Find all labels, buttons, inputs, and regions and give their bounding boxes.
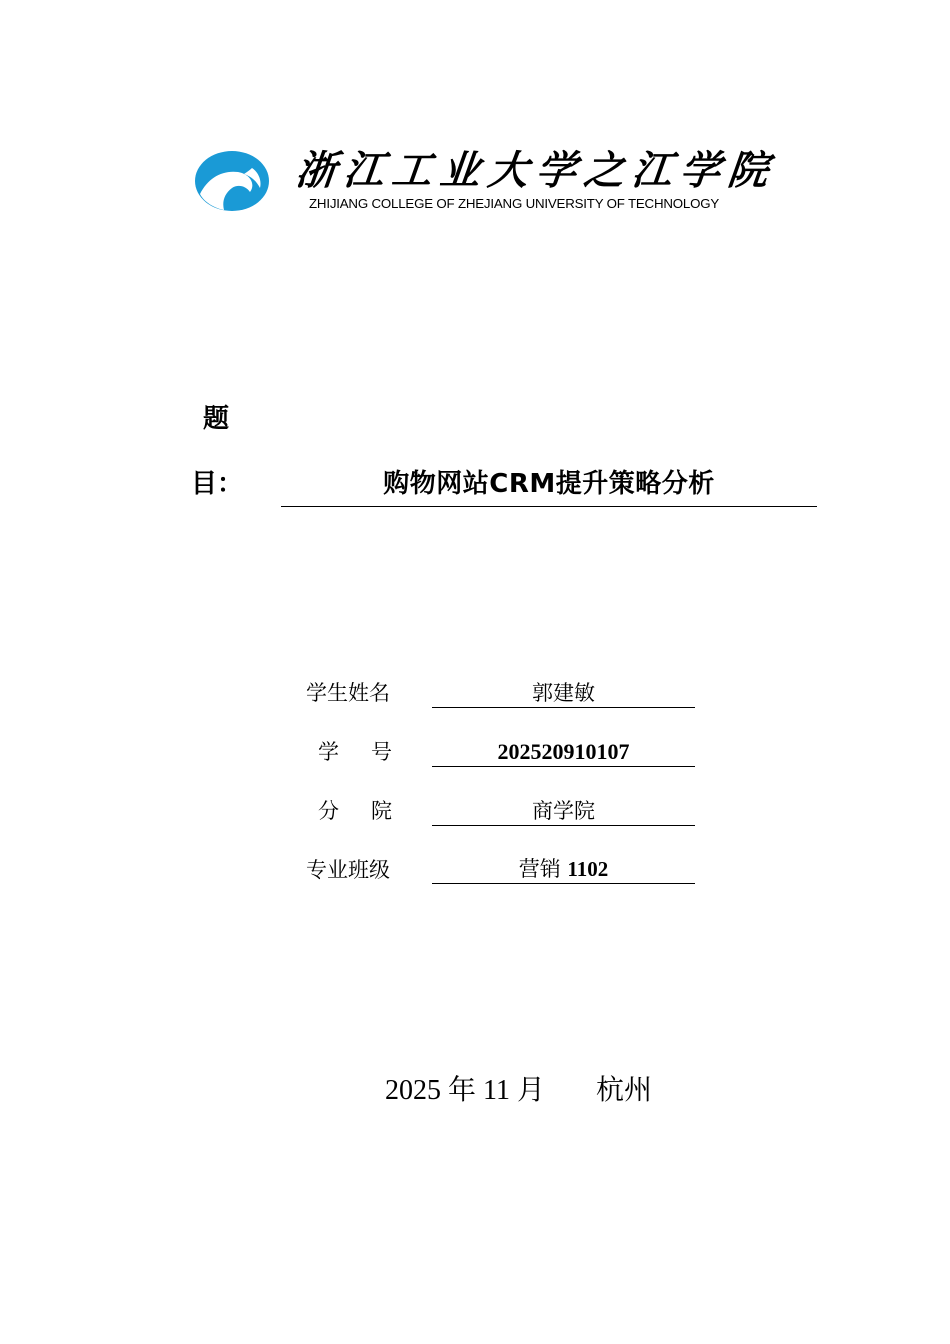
college-field	[432, 795, 695, 826]
student-id-label-b: 号	[371, 740, 392, 764]
title-label-line2: 目：	[191, 469, 244, 499]
date-year: 2025	[385, 1075, 441, 1106]
class-value	[519, 857, 609, 881]
student-id-value: 202520910107	[497, 739, 630, 764]
college-value: 商学院	[532, 799, 595, 823]
place-name: 杭州	[596, 1075, 653, 1106]
date-month: 11	[483, 1075, 510, 1106]
title-value: 购物网站CRM提升策略分析	[383, 469, 715, 499]
student-name-field	[432, 677, 695, 708]
class-value-text: 营销	[518, 857, 561, 881]
college-logo-icon	[194, 150, 270, 212]
title-label-line1: 题	[203, 404, 230, 434]
college-name-en: ZHIJIANG COLLEGE OF ZHEJIANG UNIVERSITY OF TECHNOLOGY	[309, 196, 720, 211]
student-id-field	[432, 736, 695, 767]
student-name-value: 郭建敏	[532, 681, 595, 705]
date-place	[385, 1072, 652, 1110]
college-name-cn: 浙江工业大学之江学院	[293, 147, 779, 194]
college-label-b: 院	[371, 799, 392, 823]
class-value-number: 1102	[567, 857, 609, 881]
date-month-unit: 月	[516, 1075, 545, 1106]
college-label-a: 分	[318, 799, 339, 823]
class-label: 专业班级	[306, 858, 390, 882]
date-year-unit: 年	[448, 1075, 477, 1106]
title-field	[281, 462, 817, 507]
student-id-label	[318, 738, 392, 766]
class-field	[432, 853, 695, 884]
student-name-label: 学生姓名	[306, 681, 390, 705]
college-label	[318, 797, 392, 825]
student-id-label-a: 学	[318, 740, 339, 764]
